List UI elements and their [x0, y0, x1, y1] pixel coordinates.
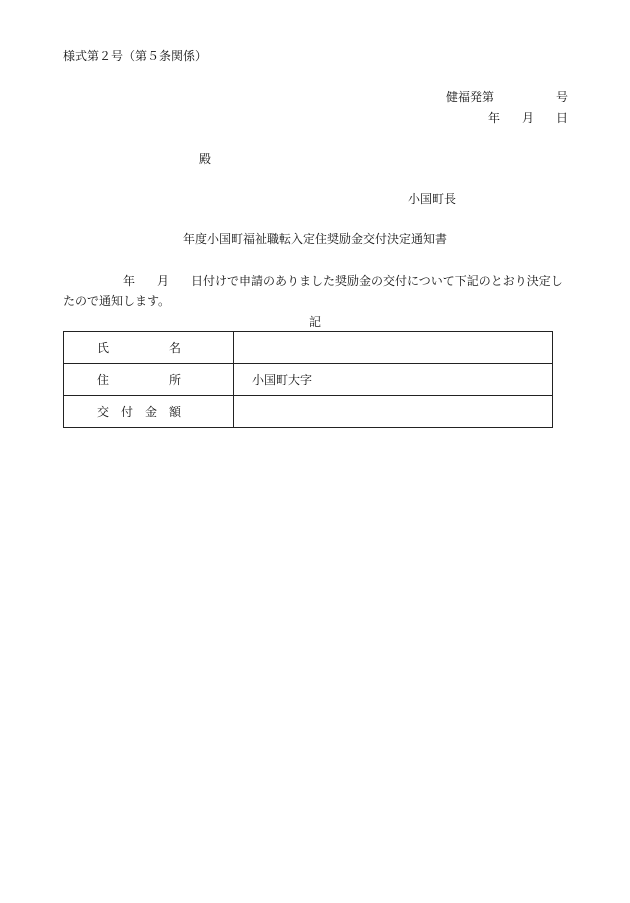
date-day: 日	[555, 111, 568, 125]
issue-date	[488, 112, 568, 124]
form-number: 様式第２号（第５条関係）	[63, 49, 208, 63]
doc-number-suffix: 号	[555, 90, 568, 104]
label-char: 金	[145, 405, 158, 419]
body-text: 日付けで申請のありました奨励金の交付について下記のとおり決定したので通知します。	[63, 274, 563, 308]
document-title: 年度小国町福祉職転入定住奨励金交付決定通知書	[182, 232, 447, 246]
document-number	[446, 91, 568, 103]
table-row-address	[64, 364, 553, 396]
date-month: 月	[521, 111, 534, 125]
label-char: 額	[169, 405, 182, 419]
date-year: 年	[487, 111, 500, 125]
label-char: 住	[97, 373, 110, 387]
body-paragraph	[63, 271, 569, 311]
table-row-grant-amount	[64, 396, 553, 428]
value-grant-amount	[234, 396, 553, 428]
issuer-name: 小国町長	[408, 192, 457, 206]
body-month: 月	[157, 274, 170, 288]
value-name	[234, 332, 553, 364]
label-char: 付	[121, 405, 134, 419]
label-grant-amount	[64, 396, 234, 428]
label-char: 氏	[97, 341, 110, 355]
label-name	[64, 332, 234, 364]
ki-heading: 記	[308, 315, 321, 329]
body-year: 年	[123, 274, 136, 288]
detail-table	[63, 331, 553, 428]
label-char: 名	[169, 341, 182, 355]
label-address	[64, 364, 234, 396]
doc-number-prefix: 健福発第	[445, 90, 494, 104]
table-row-name	[64, 332, 553, 364]
value-address: 小国町大字	[234, 364, 553, 396]
label-char: 所	[169, 373, 182, 387]
label-char: 交	[97, 405, 110, 419]
addressee-honorific: 殿	[199, 152, 212, 166]
